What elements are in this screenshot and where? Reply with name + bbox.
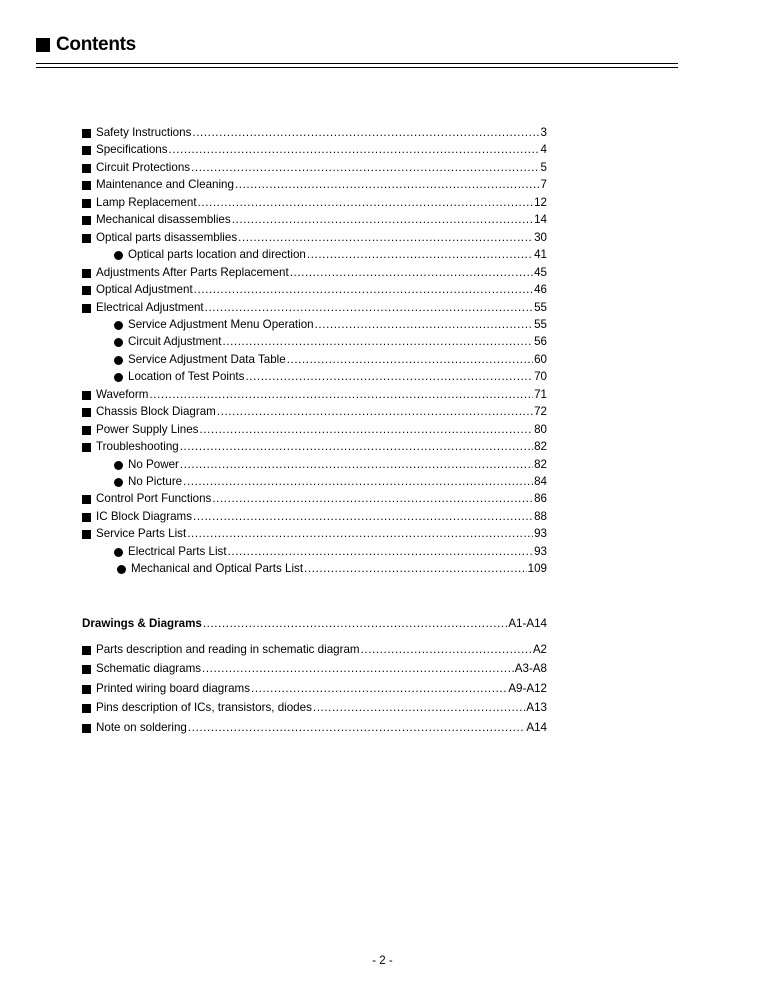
square-bullet-icon bbox=[82, 304, 91, 313]
dot-leader bbox=[304, 562, 527, 575]
drawings-entry bbox=[82, 659, 547, 675]
dot-leader bbox=[228, 545, 534, 558]
drawings-entry bbox=[82, 679, 547, 695]
entry-page: 30 bbox=[534, 231, 547, 244]
dot-leader bbox=[307, 248, 533, 261]
square-bullet-icon bbox=[82, 513, 91, 522]
entry-page: 55 bbox=[534, 301, 547, 314]
dot-leader bbox=[290, 266, 533, 279]
square-bullet-icon bbox=[82, 129, 91, 138]
toc-entry bbox=[82, 175, 547, 191]
toc-entry bbox=[114, 332, 547, 348]
drawings-heading bbox=[82, 614, 547, 630]
entry-label: Optical parts disassemblies bbox=[96, 231, 238, 244]
entry-label: Optical Adjustment bbox=[96, 283, 193, 296]
toc-entry bbox=[82, 193, 547, 209]
dot-leader bbox=[313, 701, 525, 714]
dot-leader bbox=[251, 682, 507, 695]
entry-page: 4 bbox=[540, 143, 547, 156]
dot-leader bbox=[217, 405, 533, 418]
toc-entry bbox=[82, 298, 547, 314]
toc-entry bbox=[82, 123, 547, 139]
toc-entry bbox=[82, 402, 547, 418]
entry-label: Safety Instructions bbox=[96, 126, 192, 139]
square-bullet-icon bbox=[36, 38, 50, 52]
entry-label: Optical parts location and direction bbox=[128, 248, 306, 261]
round-bullet-icon bbox=[114, 461, 123, 470]
toc-entry bbox=[117, 559, 547, 575]
entry-page: 56 bbox=[534, 335, 547, 348]
drawings-entry bbox=[82, 718, 547, 734]
square-bullet-icon bbox=[82, 199, 91, 208]
entry-label: Adjustments After Parts Replacement bbox=[96, 266, 289, 279]
dot-leader bbox=[180, 440, 533, 453]
entry-label: Circuit Adjustment bbox=[128, 335, 222, 348]
entry-page: 46 bbox=[534, 283, 547, 296]
page-title: Contents bbox=[56, 34, 136, 55]
entry-label: Schematic diagrams bbox=[96, 662, 202, 675]
page-heading bbox=[36, 34, 136, 56]
entry-page: 3 bbox=[540, 126, 547, 139]
entry-label: Troubleshooting bbox=[96, 440, 179, 453]
entry-label: Chassis Block Diagram bbox=[96, 405, 216, 418]
entry-label: Electrical Parts List bbox=[128, 545, 227, 558]
drawings-entry bbox=[82, 640, 547, 656]
entry-label: Maintenance and Cleaning bbox=[96, 178, 234, 191]
toc-entry bbox=[114, 455, 547, 471]
heading-rule bbox=[36, 63, 678, 68]
square-bullet-icon bbox=[82, 269, 91, 278]
entry-page: 12 bbox=[534, 196, 547, 209]
square-bullet-icon bbox=[82, 443, 91, 452]
square-bullet-icon bbox=[82, 234, 91, 243]
dot-leader bbox=[188, 721, 525, 734]
square-bullet-icon bbox=[82, 646, 91, 655]
dot-leader bbox=[238, 231, 533, 244]
entry-page: 70 bbox=[534, 370, 547, 383]
toc-entry bbox=[82, 489, 547, 505]
entry-label: Drawings & Diagrams bbox=[82, 617, 202, 630]
page-number: - 2 - bbox=[372, 955, 393, 967]
entry-page: A9-A12 bbox=[508, 682, 547, 695]
square-bullet-icon bbox=[82, 665, 91, 674]
entry-page: 86 bbox=[534, 492, 547, 505]
entry-page: 55 bbox=[534, 318, 547, 331]
round-bullet-icon bbox=[114, 548, 123, 557]
dot-leader bbox=[203, 617, 507, 630]
square-bullet-icon bbox=[82, 286, 91, 295]
square-bullet-icon bbox=[82, 216, 91, 225]
square-bullet-icon bbox=[82, 426, 91, 435]
toc-entry bbox=[114, 472, 547, 488]
toc-entry bbox=[114, 315, 547, 331]
toc-entry bbox=[114, 542, 547, 558]
entry-label: Mechanical and Optical Parts List bbox=[131, 562, 304, 575]
entry-page: A3-A8 bbox=[514, 662, 547, 675]
round-bullet-icon bbox=[114, 338, 123, 347]
toc-entry bbox=[82, 420, 547, 436]
toc-entry bbox=[82, 385, 547, 401]
dot-leader bbox=[180, 458, 533, 471]
square-bullet-icon bbox=[82, 146, 91, 155]
entry-label: Location of Test Points bbox=[128, 370, 245, 383]
entry-label: Waveform bbox=[96, 388, 149, 401]
toc-entry bbox=[82, 263, 547, 279]
entry-page: 93 bbox=[534, 545, 547, 558]
square-bullet-icon bbox=[82, 704, 91, 713]
square-bullet-icon bbox=[82, 408, 91, 417]
entry-page: 45 bbox=[534, 266, 547, 279]
toc-entry bbox=[82, 524, 547, 540]
entry-page: 14 bbox=[534, 213, 547, 226]
toc-entry bbox=[82, 158, 547, 174]
entry-label: Circuit Protections bbox=[96, 161, 191, 174]
entry-label: Parts description and reading in schematic diagram bbox=[96, 643, 360, 656]
toc-entry bbox=[114, 367, 547, 383]
entry-page: 109 bbox=[527, 562, 547, 575]
entry-page: A1-A14 bbox=[508, 617, 547, 630]
square-bullet-icon bbox=[82, 495, 91, 504]
dot-leader bbox=[222, 335, 533, 348]
dot-leader bbox=[202, 662, 514, 675]
entry-label: Service Parts List bbox=[96, 527, 187, 540]
entry-label: Service Adjustment Data Table bbox=[128, 353, 286, 366]
square-bullet-icon bbox=[82, 164, 91, 173]
dot-leader bbox=[187, 527, 533, 540]
toc-entry bbox=[82, 140, 547, 156]
entry-page: A14 bbox=[526, 721, 547, 734]
entry-label: Printed wiring board diagrams bbox=[96, 682, 251, 695]
entry-page: 41 bbox=[534, 248, 547, 261]
dot-leader bbox=[212, 492, 533, 505]
entry-label: No Picture bbox=[128, 475, 183, 488]
toc-entry bbox=[82, 210, 547, 226]
entry-page: 5 bbox=[540, 161, 547, 174]
entry-label: Service Adjustment Menu Operation bbox=[128, 318, 314, 331]
entry-page: A2 bbox=[532, 643, 547, 656]
dot-leader bbox=[169, 143, 540, 156]
toc-entry bbox=[114, 350, 547, 366]
square-bullet-icon bbox=[82, 530, 91, 539]
toc-entry bbox=[82, 507, 547, 523]
dot-leader bbox=[193, 510, 533, 523]
round-bullet-icon bbox=[114, 478, 123, 487]
entry-page: 71 bbox=[534, 388, 547, 401]
dot-leader bbox=[191, 161, 539, 174]
dot-leader bbox=[287, 353, 533, 366]
toc-entry bbox=[114, 245, 547, 261]
dot-leader bbox=[235, 178, 540, 191]
entry-label: Pins description of ICs, transistors, diodes bbox=[96, 701, 312, 714]
entry-page: A13 bbox=[526, 701, 547, 714]
dot-leader bbox=[183, 475, 533, 488]
entry-page: 80 bbox=[534, 423, 547, 436]
round-bullet-icon bbox=[114, 251, 123, 260]
entry-page: 84 bbox=[534, 475, 547, 488]
dot-leader bbox=[149, 388, 533, 401]
entry-page: 88 bbox=[534, 510, 547, 523]
dot-leader bbox=[361, 643, 532, 656]
entry-page: 60 bbox=[534, 353, 547, 366]
toc-entry bbox=[82, 280, 547, 296]
round-bullet-icon bbox=[114, 356, 123, 365]
entry-label: Power Supply Lines bbox=[96, 423, 199, 436]
drawings-entry bbox=[82, 698, 547, 714]
entry-label: Mechanical disassemblies bbox=[96, 213, 231, 226]
entry-label: No Power bbox=[128, 458, 179, 471]
dot-leader bbox=[199, 423, 533, 436]
entry-label: Specifications bbox=[96, 143, 168, 156]
toc-entry bbox=[82, 437, 547, 453]
square-bullet-icon bbox=[82, 724, 91, 733]
square-bullet-icon bbox=[82, 181, 91, 190]
round-bullet-icon bbox=[114, 373, 123, 382]
entry-label: IC Block Diagrams bbox=[96, 510, 192, 523]
entry-page: 93 bbox=[534, 527, 547, 540]
square-bullet-icon bbox=[82, 391, 91, 400]
entry-label: Electrical Adjustment bbox=[96, 301, 204, 314]
square-bullet-icon bbox=[82, 685, 91, 694]
entry-page: 82 bbox=[534, 458, 547, 471]
dot-leader bbox=[205, 301, 533, 314]
dot-leader bbox=[232, 213, 533, 226]
dot-leader bbox=[245, 370, 533, 383]
entry-page: 82 bbox=[534, 440, 547, 453]
round-bullet-icon bbox=[114, 321, 123, 330]
dot-leader bbox=[198, 196, 534, 209]
entry-label: Control Port Functions bbox=[96, 492, 212, 505]
toc-entry bbox=[82, 228, 547, 244]
round-bullet-icon bbox=[117, 565, 126, 574]
dot-leader bbox=[315, 318, 533, 331]
entry-page: 7 bbox=[540, 178, 547, 191]
entry-label: Note on soldering bbox=[96, 721, 187, 734]
entry-label: Lamp Replacement bbox=[96, 196, 197, 209]
dot-leader bbox=[194, 283, 533, 296]
entry-page: 72 bbox=[534, 405, 547, 418]
dot-leader bbox=[192, 126, 539, 139]
